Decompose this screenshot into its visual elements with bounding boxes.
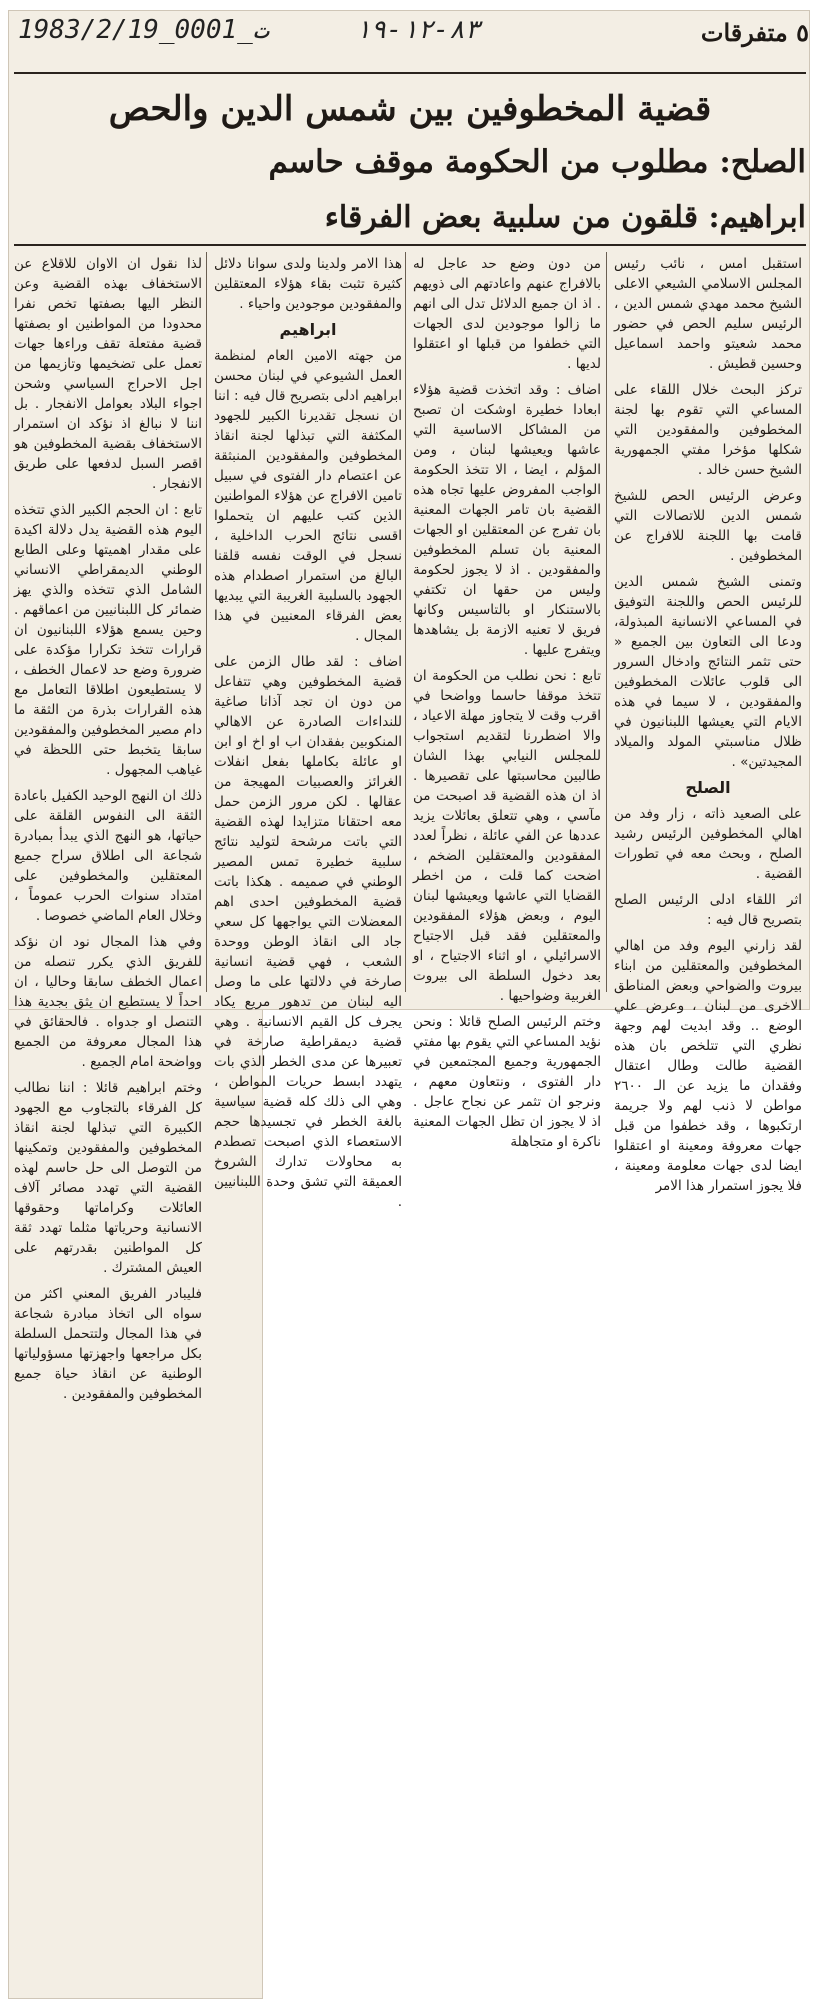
handwritten-archive-number: 1983/2/19_0001_ت — [18, 15, 269, 45]
headline-secondary: الصلح: مطلوب من الحكومة موقف حاسم — [268, 144, 806, 180]
paragraph: من جهته الامين العام لمنظمة العمل الشيوعي في لبنان محسن ابراهيم ادلى بتصريح قال فيه : اننا ان نسجل تقديرنا الكبير للجهود المكثفة التي تبذلها لجنة انقاذ المخطوفين والمفقودين المنبثقة عن اعتصام دار الفتوى في سبيل تامين الافراج عن هؤلاء المواطنين الذين كتب عليهم ان يتحملوا اقسى نتائج الحرب الداخلية ، نسجل في الوقت نفسه قلقنا البالغ من استمرار اصطدام هذه الجهود بالسلبية الغريبة التي يبديها بعض الفرقاء المعنيين في هذا المجال . — [214, 348, 402, 644]
paragraph: من دون وضع حد عاجل له بالافراج عنهم واعادتهم الى ذويهم . اذ ان جميع الدلائل تدل الى انهم ما زالوا موجودين لدى الجهات التي خطفوا من قبلها او اعتقلوا لديها . — [413, 256, 601, 372]
paragraph: على الصعيد ذاته ، زار وفد من اهالي المخطوفين الرئيس رشيد الصلح ، وبحث معه في تطورات القضية . — [614, 806, 802, 882]
paragraph: هذا الامر ولدينا ولدى سوانا دلائل كثيرة تثبت بقاء هؤلاء المعتقلين والمفقودين موجودين واحياء . — [214, 256, 402, 312]
paragraph: تابع : نحن نطلب من الحكومة ان تتخذ موقفا حاسما وواضحا في اقرب وقت لا يتجاوز مهلة الاعياد ، والا اضطررنا لتقديم استجواب للمجلس النيابي بهذا الشان طالبين محاسبتها على تقصيرها . اذ ان هذه القضية قد اصبحت من مآسي ، وهي تتعلق بعائلات يزيد عددها عن الفي عائلة ، نظراً لعدد المفقودين والمعتقلين الضخم ، اضحت كما قلت ، من اخطر القضايا التي عاشها ويعيشها لبنان اليوم ، وبعض هؤلاء المفقودين والمعتقلين فقد قبل الاجتياح الاسرائيلي ، او اثناء الاجتياح ، او بعد دخول السلطة الى بيروت الغربية وضواحيها . — [413, 668, 601, 1004]
headline-rule — [14, 244, 806, 246]
paragraph: ذلك ان النهج الوحيد الكفيل باعادة الثقة الى النفوس القلقة على حياتها، هو النهج الذي يبدأ بمبادرة شجاعة الى اطلاق سراح جميع المعتقلين والمخطوفين على امتداد سنوات الحرب عموماً ، وخلال العام الماضي خصوصا . — [14, 788, 202, 924]
paragraph: فليبادر الفريق المعني اكثر من سواه الى اتخاذ مبادرة شجاعة في هذا المجال ولتتحمل السلطة بكل مراجعها واجهزتها مسؤولياتها الوطنية عن انقاذ حياة جميع المخطوفين والمفقودين . — [14, 1286, 202, 1402]
column-divider-1 — [606, 252, 607, 992]
article-column-3 — [214, 254, 402, 1210]
paragraph: وعرض الرئيس الحص للشيخ شمس الدين للاتصالات التي قامت بها اللجنة للافراج عن المخطوفين . — [614, 488, 802, 564]
paragraph: اضاف : لقد طال الزمن على قضية المخطوفين وهي تتفاعل من دون ان تجد آذانا صاغية للنداءات الصادرة عن الاهالي المنكوبين بفقدان اب او اخ او ابن او عائلة بكاملها بفعل انفلات الغرائز والعصبيات المهيجة من عقالها . لكن مرور الزمن حمل معه احتقانا متزايدا لهذه القضية التي باتت مرشحة لتوليد نتائج سلبية خطيرة تمس المصير الوطني في صميمه . هكذا باتت قضية المخطوفين احدى اهم المعضلات التي يواجهها كل سعي جاد الى انقاذ الوطن ووحدة الشعب ، فهي قضية انسانية صارخة في دلالتها على ما وصل اليه لبنان من تدهور مريع يكاد يجرف كل القيم الانسانية . وهي قضية ديمقراطية صارخة في تعبيرها عن مدى الخطر الذي بات يتهدد ابسط حريات المواطن ، وهي الى ذلك كله قضية سياسية بالغة الخطر في تجسيدها حجم الاستعصاء الذي اصبحت تصطدم به محاولات تدارك الشروخ العميقة التي تشق وحدة اللبنانيين . — [214, 654, 402, 1210]
paragraph: اضاف : وقد اتخذت قضية هؤلاء ابعادا خطيرة اوشكت ان تصبح من المشاكل الاساسية التي عاشها ويعيشها لبنان ، ومن المؤلم ، ايضا ، الا تتخذ الحكومة الواجب المفروض عليها تجاه هذه القضية بان تامر الجهات المعنية بان تفرج عن المعتقلين او الجهات المعنية بان تسلم المخطوفين والمفقودين . اذ لا يجوز لحكومة وليس من حقها ان تكتفي بالاستنكار او بالتاسيس وكانها فريق لا تعنيه الازمة بل يشاهدها ويتفرج عليها . — [413, 382, 601, 658]
subheading-solh: الصلح — [685, 778, 731, 797]
section-label: ٥ متفرقات — [700, 18, 809, 47]
subheading-ibrahim: ابراهيم — [279, 320, 337, 339]
paragraph: تابع : ان الحجم الكبير الذي تتخذه اليوم هذه القضية يدل دلالة اكيدة على مقدار اهميتها وعلى الطابع الوطني الديمقراطي الانساني الشامل الذي تتخذه والذي يهز ضمائر كل اللبنانيين من اعماقهم . وحين يسمع هؤلاء اللبنانيون ان قرارات تتخذ تكرارا مؤكدة على ضرورة وضع حد لاعمال الخطف ، لا يستطيعون اطلاقا التعامل مع هذه القرارات بذرة من الثقة ما دام مصير المخطوفين والمفقودين سابقا يتخبط حتى اللحظة في غياهب المجهول . — [14, 502, 202, 778]
paragraph: استقبل امس ، نائب رئيس المجلس الاسلامي الشيعي الاعلى الشيخ محمد مهدي شمس الدين ، الرئيس سليم الحص في حضور محمد شعيتو واحمد اسماعيل وحسين قطيش . — [614, 256, 802, 372]
paragraph: لذا نقول ان الاوان للاقلاع عن الاستخفاف بهذه القضية وعن النظر اليها بصفتها تخص نفرا محدودا من المواطنين او بصفتها قضية مفتعلة تقف وراءها جهات تعمل على تضخيمها وتازيمها من اجل الاحراج السياسي وشحن اجواء البلاد بعوامل الانفجار . بل اننا لا نبالغ اذ نؤكد ان استمرار الاستخفاف بقضية المخطوفين هو اقصر السبل لدفعها على طريق الانفجار . — [14, 256, 202, 492]
article-column-2 — [413, 254, 601, 1150]
paragraph: لقد زارني اليوم وفد من اهالي المخطوفين والمعتقلين من ابناء بيروت والضواحي وبعض المناطق الاخرى من لبنان ، وعرض علي الوضع .. وقد ابديت لهم وجهة نظري التي تتلخص بان هذه القضية طالت وطال اعتقال وفقدان ما يزيد عن الـ ٢٦٠٠ مواطن لا ذنب لهم ولا جريمة ارتكبوها ، وقد خطفوا من قبل جهات معروفة ومعينة او اعتقلوا ايضا لدى جهات معلومة ومعينة ، فلا يجوز استمرار هذا الامر — [614, 938, 802, 1194]
paragraph: وختم ابراهيم قائلا : اننا نطالب كل الفرقاء بالتجاوب مع الجهود الكبيرة التي تبذلها لجنة انقاذ المخطوفين والمفقودين وتمكينها من التوصل الى حل حاسم لهذه القضية التي تهدد مصائر آلاف العائلات وكراماتها وحقوقها الانسانية وحرياتها مثلما تهدد ثقة كل المواطنين بقدرتهم على العيش المشترك . — [14, 1080, 202, 1276]
article-column-4 — [14, 254, 202, 1989]
paragraph: تركز البحث خلال اللقاء على المساعي التي تقوم بها لجنة المخطوفين والمفقودين التي شكلها مؤخرا مفتي الجمهورية الشيخ حسن خالد . — [614, 382, 802, 478]
top-rule — [14, 72, 806, 74]
headline-tertiary: ابراهيم: قلقون من سلبية بعض الفرقاء — [324, 200, 806, 235]
headline-main: قضية المخطوفين بين شمس الدين والحص — [108, 89, 712, 129]
handwritten-date: ٨٣-١٢-١٩ — [355, 15, 481, 45]
column-divider-3 — [206, 252, 207, 992]
article-column-1 — [614, 254, 802, 1194]
paragraph: وتمنى الشيخ شمس الدين للرئيس الحص واللجنة التوفيق في المساعي الانسانية المبذولة، ودعا الى التعاون بين الجميع « حتى تثمر النتائج وادخال السرور الى قلوب عائلات المخطوفين والمفقودين ، لا سيما في هذه الايام التي يعيشها اللبنانيون في ظلال مناسبتي المولد والميلاد المجيدتين» . — [614, 574, 802, 770]
paragraph: وختم الرئيس الصلح قائلا : ونحن نؤيد المساعي التي يقوم بها مفتي الجمهورية وجميع المجتمعين في دار الفتوى ، ونتعاون معهم ، ونرجو ان تثمر عن نجاح عاجل . اذ لا يجوز ان تظل الجهات المعنية ناكرة او متجاهلة — [413, 1014, 601, 1150]
paragraph: اثر اللقاء ادلى الرئيس الصلح بتصريح قال فيه : — [614, 892, 802, 928]
column-divider-2 — [405, 252, 406, 992]
paragraph: وفي هذا المجال نود ان نؤكد للفريق الذي يكرر تنصله من اعمال الخطف سابقا وحاليا ، ان احداً لا يستطيع ان يثق بجدية هذا التنصل او جدواه . فالحقائق في هذا المجال معروفة من الجميع وواضحة امام الجميع . — [14, 934, 202, 1070]
